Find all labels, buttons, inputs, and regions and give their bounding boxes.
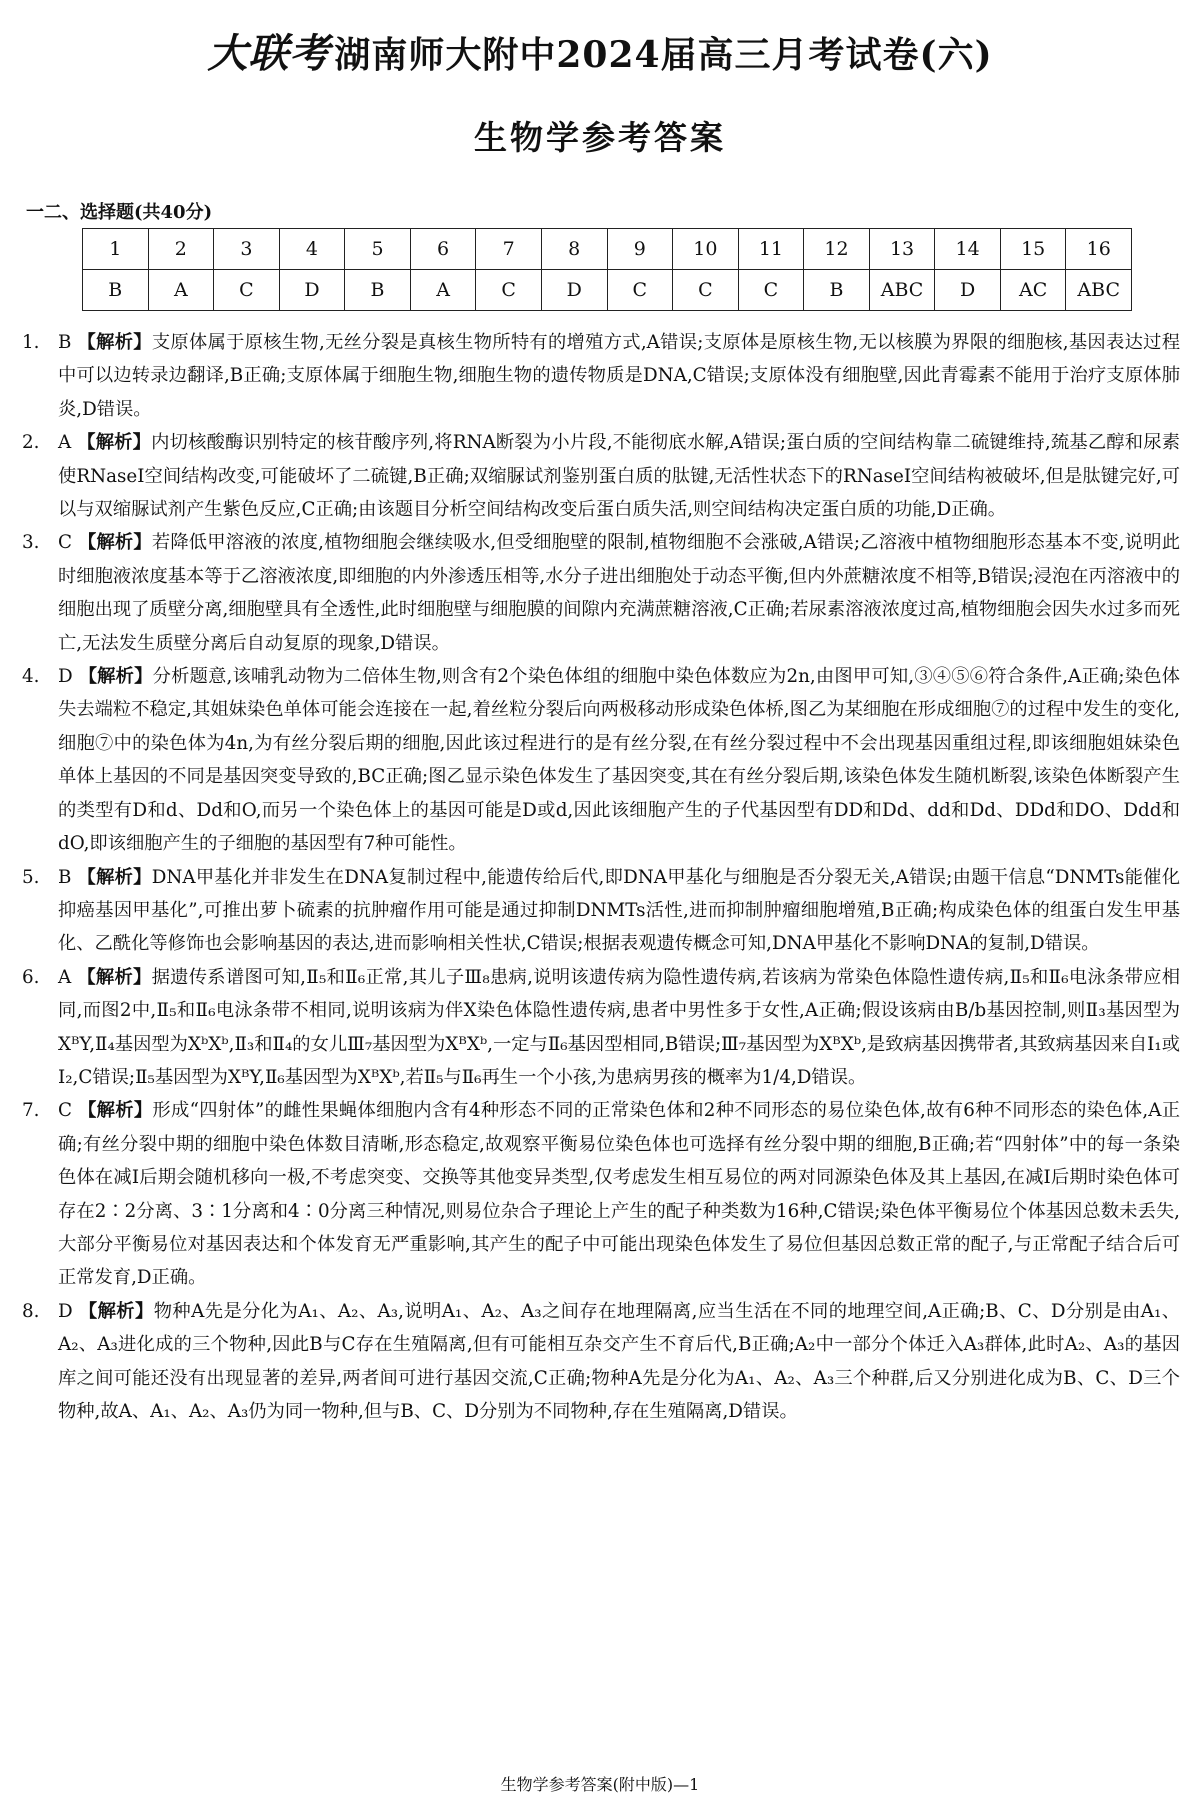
item-text: 据遗传系谱图可知,Ⅱ₅和Ⅱ₆正常,其儿子Ⅲ₈患病,说明该遗传病为隐性遗传病,若该病为常染色体隐性遗传病,Ⅱ₅和Ⅱ₆电泳条带应相同,而图2中,Ⅱ₅和Ⅱ₆电泳条带不相同,说明该病为伴X染色体隐性遗传病,患者中男性多于女性,A正确;假设该病由B/b基因控制,则Ⅱ₃基因型为XᴮY,Ⅱ₄基因型为XᵇXᵇ,Ⅱ₃和Ⅱ₄的女儿Ⅲ₇基因型为XᴮXᵇ,一定与Ⅱ₆基因型相同,B错误;Ⅲ₇基因型为XᴮXᵇ,是致病基因携带者,其致病基因来自Ⅰ₁或Ⅰ₂,C错误;Ⅱ₅基因型为XᴮY,Ⅱ₆基因型为XᴮXᵇ,若Ⅱ₅与Ⅱ₆再生一个小孩,为患病男孩的概率为1/4,D错误。	[58, 966, 1181, 1088]
question-number: 15	[1000, 229, 1066, 270]
explanation-item	[22, 526, 1180, 660]
explanation-item	[22, 1295, 1180, 1429]
answer-cell: D	[541, 270, 607, 311]
analysis-tag: 【解析】	[77, 866, 152, 888]
analysis-tag: 【解析】	[77, 966, 152, 988]
explanation-item	[22, 861, 1180, 961]
item-answer: A	[58, 966, 72, 988]
brand-logo-text: 大联考	[207, 30, 331, 77]
item-number: 5.	[22, 866, 40, 888]
question-number: 11	[738, 229, 804, 270]
item-number: 7.	[22, 1100, 40, 1122]
explanation-item	[22, 660, 1180, 860]
answer-cell: D	[935, 270, 1001, 311]
answer-cell: C	[476, 270, 542, 311]
document-title: 生物学参考答案	[474, 118, 726, 157]
analysis-tag: 【解析】	[78, 666, 153, 688]
question-number: 14	[935, 229, 1001, 270]
analysis-tag: 【解析】	[78, 1300, 154, 1322]
answer-cell: A	[410, 270, 476, 311]
explanations	[22, 326, 1180, 1428]
item-answer: B	[58, 332, 72, 353]
item-number: 6.	[22, 966, 40, 988]
question-number: 13	[869, 229, 935, 270]
question-number: 6	[410, 229, 476, 270]
answer-cell: ABC	[1066, 270, 1132, 311]
item-text: DNA甲基化并非发生在DNA复制过程中,能遗传给后代,即DNA甲基化与细胞是否分裂无关,A错误;由题干信息“DNMTs能催化抑癌基因甲基化”,可推出萝卜硫素的抗肿瘤作用可能是通过抑制DNMTs活性,进而抑制肿瘤细胞增殖,B正确;构成染色体的组蛋白发生甲基化、乙酰化等修饰也会影响基因的表达,进而影响相关性状,C错误;根据表观遗传概念可知,DNA甲基化不影响DNA的复制,D错误。	[58, 866, 1181, 955]
explanation-item	[22, 326, 1180, 426]
item-text: 形成“四射体”的雌性果蝇体细胞内含有4种形态不同的正常染色体和2种不同形态的易位染色体,故有6种不同形态的染色体,A正确;有丝分裂中期的细胞中染色体数目清晰,形态稳定,故观察平衡易位染色体也可选择有丝分裂中期的细胞,B正确;若“四射体”中的每一条染色体在减Ⅰ后期会随机移向一极,不考虑突变、交换等其他变异类型,仅考虑发生相互易位的两对同源染色体及其上基因,在减Ⅰ后期时染色体可存在2∶2分离、3∶1分离和4∶0分离三种情况,则易位杂合子理论上产生的配子种类数为16种,C错误;染色体平衡易位个体基因总数未丢失,大部分平衡易位对基因表达和个体发育无严重影响,其产生的配子中可能出现染色体发生了易位但基因总数正常的配子,与正常配子结合后可正常发育,D正确。	[58, 1100, 1180, 1289]
answer-row	[83, 270, 1132, 311]
question-number: 1	[83, 229, 149, 270]
answer-cell: D	[279, 270, 345, 311]
item-number: 4.	[22, 666, 40, 688]
question-number: 5	[345, 229, 411, 270]
question-number: 9	[607, 229, 673, 270]
question-number: 10	[673, 229, 739, 270]
explanation-item	[22, 1094, 1180, 1294]
answer-cell: C	[738, 270, 804, 311]
section-heading: 一二、选择题(共40分)	[26, 202, 213, 223]
analysis-tag: 【解析】	[77, 432, 152, 454]
item-answer: A	[58, 432, 72, 454]
question-number: 7	[476, 229, 542, 270]
exam-header	[0, 22, 1200, 79]
question-number: 4	[279, 229, 345, 270]
answer-cell: B	[345, 270, 411, 311]
analysis-tag: 【解析】	[77, 332, 152, 353]
answer-cell: ABC	[869, 270, 935, 311]
exam-title: 湖南师大附中2024届高三月考试卷(六)	[334, 34, 993, 76]
explanation-item	[22, 961, 1180, 1095]
page-footer: 生物学参考答案(附中版)—1	[500, 1775, 700, 1794]
item-text: 物种A先是分化为A₁、A₂、A₃,说明A₁、A₂、A₃之间存在地理隔离,应当生活在不同的地理空间,A正确;B、C、D分别是由A₁、A₂、A₃进化成的三个物种,因此B与C存在生殖隔离,但有可能相互杂交产生不育后代,B正确;A₂中一部分个体迁入A₃群体,此时A₂、A₃的基因库之间可能还没有出现显著的差异,两者间可进行基因交流,C正确;物种A先是分化为A₁、A₂、A₃三个种群,后又分别进化成为B、C、D三个物种,故A、A₁、A₂、A₃仍为同一物种,但与B、C、D分别为不同物种,存在生殖隔离,D错误。	[58, 1300, 1181, 1422]
question-number: 16	[1066, 229, 1132, 270]
question-number: 3	[214, 229, 280, 270]
item-answer: B	[58, 866, 72, 888]
answer-cell: AC	[1000, 270, 1066, 311]
question-number-row	[83, 229, 1132, 270]
item-text: 分析题意,该哺乳动物为二倍体生物,则含有2个染色体组的细胞中染色体数应为2n,由图甲可知,③④⑤⑥符合条件,A正确;染色体失去端粒不稳定,其姐妹染色单体可能会连接在一起,着丝粒分裂后向两极移动形成染色体桥,图乙为某细胞在形成细胞⑦的过程中发生的变化,细胞⑦中的染色体为4n,为有丝分裂后期的细胞,因此该过程进行的是有丝分裂,在有丝分裂过程中不会出现基因重组过程,即该细胞姐妹染色单体上基因的不同是基因突变导致的,BC正确;图乙显示染色体发生了基因突变,其在有丝分裂后期,该染色体发生随机断裂,该染色体断裂产生的类型有D和d、Dd和O,而另一个染色体上的基因可能是D或d,因此该细胞产生的子代基因型有DD和Dd、dd和Dd、DDd和DO、Ddd和dO,即该细胞产生的子细胞的基因型有7种可能性。	[58, 666, 1180, 855]
answer-cell: C	[673, 270, 739, 311]
item-text: 若降低甲溶液的浓度,植物细胞会继续吸水,但受细胞壁的限制,植物细胞不会涨破,A错误;乙溶液中植物细胞形态基本不变,说明此时细胞液浓度基本等于乙溶液浓度,即细胞的内外渗透压相等,水分子进出细胞处于动态平衡,但内外蔗糖浓度不相等,B错误;浸泡在丙溶液中的细胞出现了质壁分离,细胞壁具有全透性,此时细胞壁与细胞膜的间隙内充满蔗糖溶液,C正确;若尿素溶液浓度过高,植物细胞会因失水过多而死亡,无法发生质壁分离后自动复原的现象,D错误。	[58, 532, 1180, 654]
answer-cell: B	[83, 270, 149, 311]
answer-cell: C	[214, 270, 280, 311]
item-text: 内切核酸酶识别特定的核苷酸序列,将RNA断裂为小片段,不能彻底水解,A错误;蛋白质的空间结构靠二硫键维持,巯基乙醇和尿素使RNaseI空间结构改变,可能破坏了二硫键,B正确;双缩脲试剂鉴别蛋白质的肽键,无活性状态下的RNaseI空间结构被破坏,但是肽键完好,可以与双缩脲试剂产生紫色反应,C正确;由该题目分析空间结构改变后蛋白质失活,则空间结构决定蛋白质的功能,D正确。	[58, 432, 1181, 521]
item-answer: C	[58, 1100, 72, 1122]
item-answer: D	[58, 666, 73, 688]
question-number: 8	[541, 229, 607, 270]
item-number: 3.	[22, 532, 40, 554]
item-answer: C	[58, 532, 72, 554]
analysis-tag: 【解析】	[78, 1100, 153, 1122]
question-number: 12	[804, 229, 870, 270]
answer-table	[82, 228, 1132, 311]
item-text: 支原体属于原核生物,无丝分裂是真核生物所特有的增殖方式,A错误;支原体是原核生物,无以核膜为界限的细胞核,基因表达过程中可以边转录边翻译,B正确;支原体属于细胞生物,细胞生物的遗传物质是DNA,C错误;支原体没有细胞壁,因此青霉素不能用于治疗支原体肺炎,D错误。	[58, 332, 1181, 420]
answer-cell: C	[607, 270, 673, 311]
answer-cell: B	[804, 270, 870, 311]
answer-cell: A	[148, 270, 214, 311]
question-number: 2	[148, 229, 214, 270]
explanation-item	[22, 426, 1180, 526]
analysis-tag: 【解析】	[78, 532, 152, 554]
item-number: 1.	[22, 332, 40, 353]
item-number: 8.	[22, 1300, 40, 1322]
item-answer: D	[58, 1300, 73, 1322]
item-number: 2.	[22, 432, 40, 454]
